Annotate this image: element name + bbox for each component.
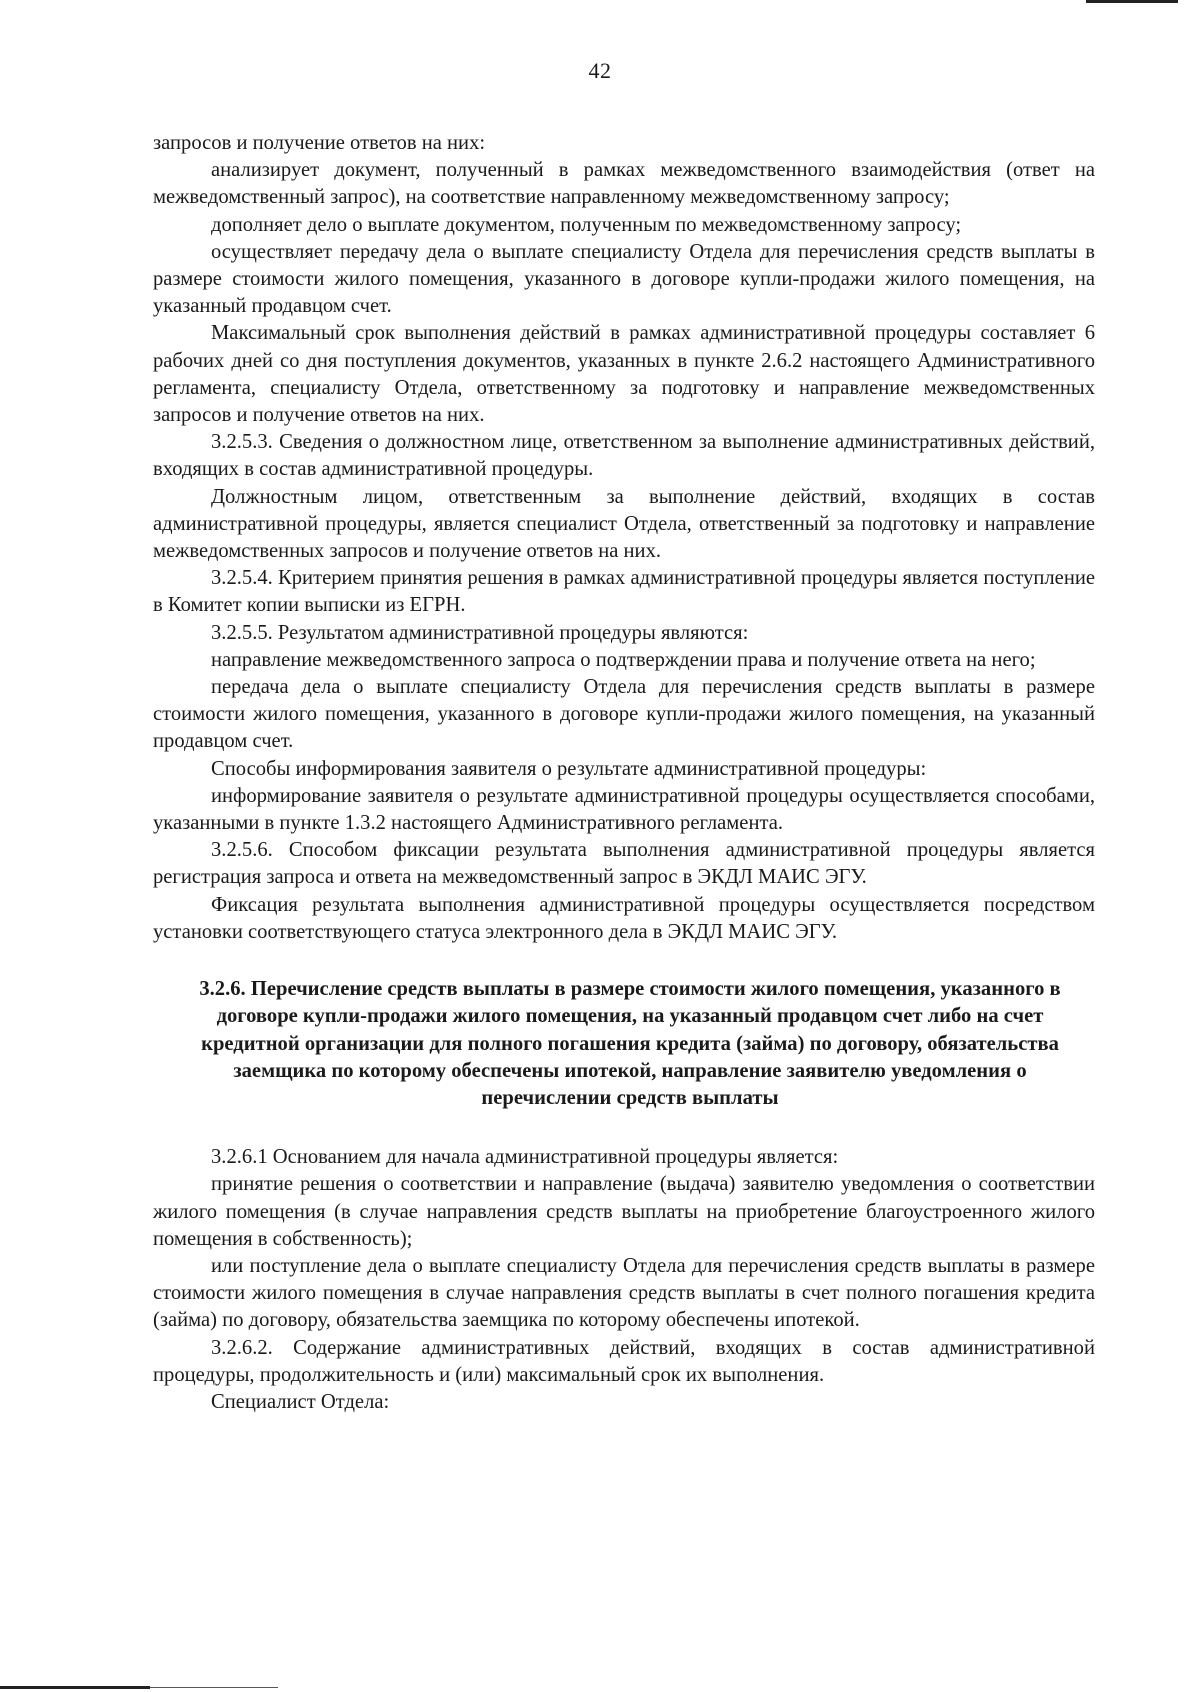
- top-edge-rule: [1086, 0, 1178, 3]
- page-number: 42: [588, 58, 612, 83]
- section-heading: 3.2.6. Перечисление средств выплаты в размере стоимости жилого помещения, указанного в договоре купли-продажи жилого помещения, на указанный продавцом счет либо на счет кредитной организации для полного погашения кредита (займа) по договору, обязательства заемщика по которому обеспечены ипотекой, направление заявителю уведомления о перечислении средств выплаты: [199, 978, 1061, 1109]
- paragraph: 3.2.5.4. Критерием принятия решения в рамках административной процедуры является поступление в Комитет копии выписки из ЕГРН.: [153, 567, 1095, 617]
- paragraph: Специалист Отдела:: [211, 1390, 390, 1413]
- paragraph: Способы информирования заявителя о результате административной процедуры:: [211, 757, 927, 780]
- paragraph: 3.2.6.1 Основанием для начала административной процедуры является:: [211, 1146, 839, 1169]
- bottom-edge-rule-thin: [150, 1687, 278, 1688]
- paragraph: 3.2.5.3. Сведения о должностном лице, ответственном за выполнение административных действий, входящих в состав административной процедуры.: [153, 431, 1095, 481]
- paragraph: осуществляет передачу дела о выплате специалисту Отдела для перечисления средств выплаты в размере стоимости жилого помещения, указанного в договоре купли-продажи жилого помещения, на указанный продавцом счет.: [153, 240, 1095, 318]
- paragraph: Должностным лицом, ответственным за выполнение действий, входящих в состав административной процедуры, является специалист Отдела, ответственный за подготовку и направление межведомственных запросов и получение ответов на них.: [153, 485, 1095, 563]
- paragraph: 3.2.6.2. Содержание административных действий, входящих в состав административной процедуры, продолжительность и (или) максимальный срок их выполнения.: [153, 1336, 1095, 1386]
- bottom-edge-rule: [0, 1686, 150, 1689]
- paragraph: Максимальный срок выполнения действий в рамках административной процедуры составляет 6 рабочих дней со дня поступления документов, указанных в пункте 2.6.2 настоящего Административного регламента, специалисту Отдела, ответственному за подготовку и направление межведомственных запросов и получение ответов на них.: [153, 322, 1095, 427]
- paragraph: анализирует документ, полученный в рамках межведомственного взаимодействия (ответ на межведомственный запрос), на соответствие направленному межведомственному запросу;: [153, 159, 1095, 209]
- paragraph: принятие решения о соответствии и направление (выдача) заявителю уведомления о соответствии жилого помещения (в случае направления средств выплаты на приобретение благоустроенного жилого помещения в собственность);: [153, 1173, 1095, 1250]
- paragraph: информирование заявителя о результате административной процедуры осуществляется способами, указанными в пункте 1.3.2 настоящего Административного регламента.: [153, 784, 1095, 835]
- paragraph: 3.2.5.5. Результатом административной процедуры являются:: [211, 621, 749, 644]
- paragraph: 3.2.5.6. Способом фиксации результата выполнения административной процедуры является регистрация запроса и ответа на межведомственный запрос в ЭКДЛ МАИС ЭГУ.: [153, 839, 1095, 889]
- document-body: [153, 130, 1095, 1416]
- paragraph: дополняет дело о выплате документом, полученным по межведомственному запросу;: [211, 213, 962, 236]
- paragraph: передача дела о выплате специалисту Отдела для перечисления средств выплаты в размере стоимости жилого помещения, указанного в договоре купли-продажи жилого помещения, на указанный продавцом счет.: [153, 676, 1095, 753]
- paragraph: запросов и получение ответов на них:: [153, 132, 486, 154]
- paragraph: Фиксация результата выполнения административной процедуры осуществляется посредством установки соответствующего статуса электронного дела в ЭКДЛ МАИС ЭГУ.: [153, 893, 1095, 943]
- paragraph: направление межведомственного запроса о подтверждении права и получение ответа на него;: [211, 648, 1036, 671]
- paragraph: или поступление дела о выплате специалисту Отдела для перечисления средств выплаты в размере стоимости жилого помещения в случае направления средств выплаты в счет полного погашения кредита (займа) по договору, обязательства заемщика по которому обеспечены ипотекой.: [153, 1254, 1095, 1332]
